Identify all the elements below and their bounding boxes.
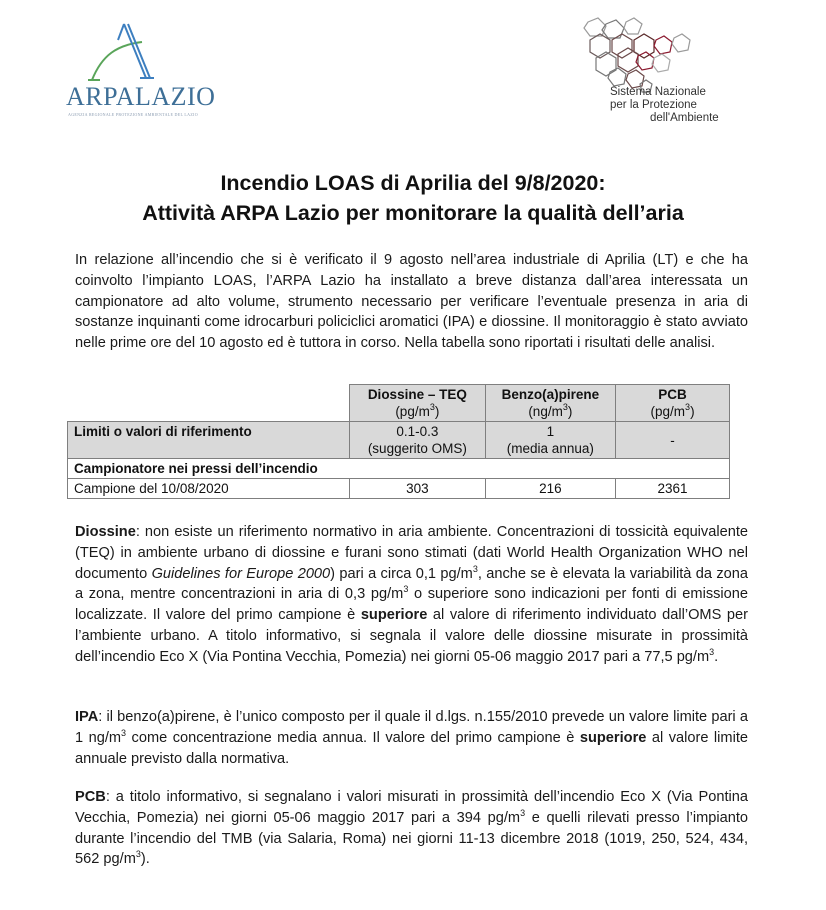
arpa-a-emblem-icon (62, 20, 202, 82)
limit-pcb: - (616, 422, 730, 459)
sample-pcb: 2361 (616, 479, 730, 499)
page-title (0, 168, 826, 228)
column-header-benzopirene: Benzo(a)pirene $(ng/m^3)$ (485, 385, 616, 422)
header-empty-cell (68, 385, 350, 422)
snpa-line-1: Sistema Nazionale (610, 86, 706, 98)
pcb-label: PCB (75, 789, 106, 805)
guidelines-title: Guidelines for Europe 2000 (151, 565, 331, 582)
intro-paragraph: In relazione all’incendio che si è verificato il 9 agosto nell’area industriale di Aprilia (LT) e che ha coinvolto l’impianto LOAS, l’ARPA Lazio ha installato a breve distanza dall’area interessata un campionatore ad alto volume, strumento necessario per verificare l’eventuale presenza in aria di sostanze inquinanti come idrocarburi policiclici aromatici (IPA) e diossine. Il monitoraggio è stato avviato nelle prime ore del 10 agosto ed è tuttora in corso. Nella tabella sono riportati i risultati delle analisi. (75, 252, 748, 352)
arpa-logo-subtitle: AGENZIA REGIONALE PROTEZIONE AMBIENTALE DEL LAZIO (68, 112, 198, 117)
results-table (67, 384, 730, 499)
limits-row (68, 422, 730, 459)
snpa-hexagons-icon (570, 14, 750, 94)
table-header-row (68, 385, 730, 422)
sample-benzopirene: 216 (485, 479, 616, 499)
snpa-logo (570, 14, 750, 124)
limits-label: Limiti o valori di riferimento (68, 422, 350, 459)
unit-pcb: $(pg/m^3)$ (650, 402, 695, 419)
column-header-diossine: Diossine – TEQ $(pg/m^3)$ (350, 385, 485, 422)
limit-benzopirene: 1 (media annua) (485, 422, 616, 459)
pcb-paragraph: PCB: a titolo informativo, si segnalano i valori misurati in prossimità dell’incendio Eco X (Via Pontina Vecchia, Pomezia) nei giorni 05-06 maggio 2017 pari a 394 $pg/m^3$ e quelli rilevati presso l’impianto durante l’incendio del TMB (via Salaria, Roma) nei giorni 11-13 dicembre 2018 (1019, 250, 524, 434, 562 $pg/m^3$). (75, 789, 749, 868)
diossine-paragraph: Diossine: non esiste un riferimento normativo in aria ambiente. Concentrazioni di tossicità equivalente (TEQ) in ambiente urbano di diossine e furani sono stimati (dati World Health Organization WHO nel documento Guidelines for Europe 2000) pari a circa 0,1 $pg/m^3$, anche se è elevata la variabilità da zona a zona, mentre concentrazioni in aria di 0,3 $pg/m^3$ o superiore sono indicazioni per fonti di emissione localizzate. Il valore del primo campione è superiore al valore di riferimento individuato dall’OMS per l’ambiente urbano. A titolo informativo, si segnala il valore delle diossine misurate in prossimità dell’incendio Eco X (Via Pontina Vecchia, Pomezia) nei giorni 05-06 maggio 2017 pari a 77,5 $pg/m^3$. (75, 524, 749, 665)
sample-label: Campione del 10/08/2020 (68, 479, 350, 499)
snpa-line-3: dell'Ambiente (650, 112, 719, 124)
column-header-pcb: PCB $(pg/m^3)$ (616, 385, 730, 422)
section-row (68, 459, 730, 479)
sample-diossine: 303 (350, 479, 485, 499)
ipa-label: IPA (75, 709, 99, 725)
arpa-lazio-logo (62, 20, 216, 120)
arpa-logo-name: ARPALAZIO (66, 82, 216, 111)
limit-diossine: 0.1-0.3 (suggerito OMS) (350, 422, 485, 459)
section-label: Campionatore nei pressi dell’incendio (68, 459, 730, 479)
table-row (68, 479, 730, 499)
ipa-paragraph: IPA: il benzo(a)pirene, è l’unico composto per il quale il d.lgs. n.155/2010 prevede un valore limite pari a 1 $ng/m^3$ come concentrazione media annua. Il valore del primo campione è superiore al valore limite annuale previsto dalla normativa. (75, 709, 748, 767)
unit-diossine: $(pg/m^3)$ (395, 402, 440, 419)
snpa-line-2: per la Protezione (610, 99, 697, 111)
unit-benzopirene: $(ng/m^3)$ (528, 402, 573, 419)
diossine-label: Diossine (75, 524, 136, 540)
title-line-2: Attività ARPA Lazio per monitorare la qualità dell’aria (142, 201, 684, 225)
snpa-logo-text (610, 86, 719, 125)
title-line-1: Incendio LOAS di Aprilia del 9/8/2020: (220, 171, 606, 195)
